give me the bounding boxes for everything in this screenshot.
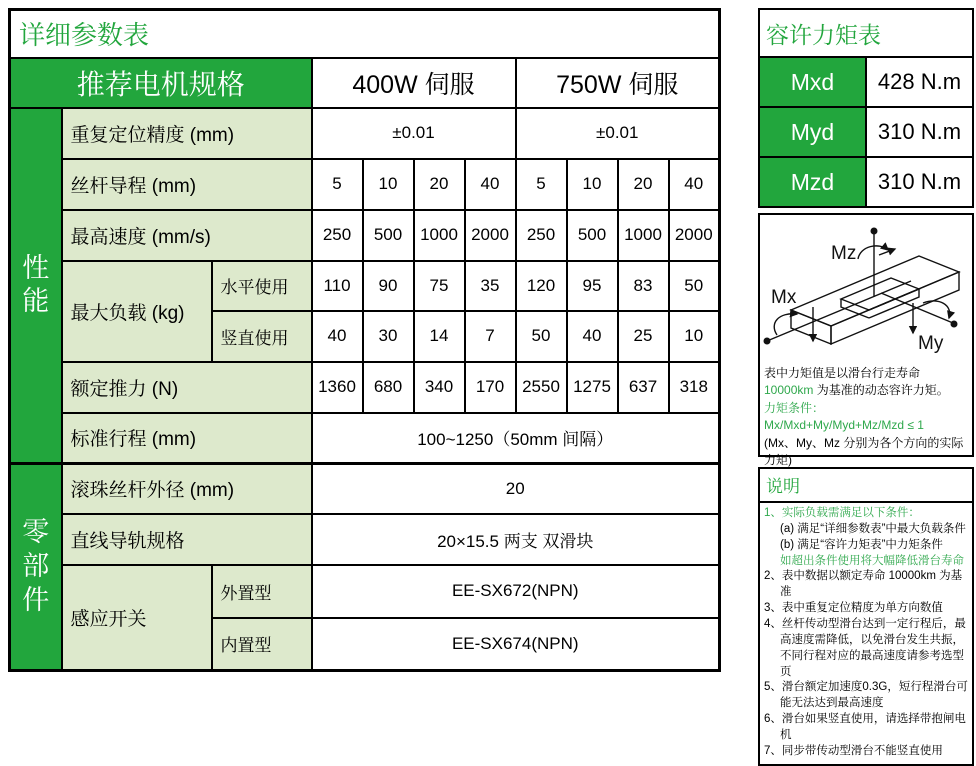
mz-label: Mz — [831, 243, 857, 264]
cell-value: 83 — [618, 261, 669, 311]
torque-condition-formula: Mx/Mxd+My/Myd+Mz/Mzd ≤ 1 — [764, 418, 924, 433]
cell-value: 20 — [618, 159, 669, 210]
cell-value: 2550 — [516, 362, 567, 413]
column-header-400w: 400W 伺服 — [312, 58, 516, 108]
torque-label-myd: Myd — [759, 107, 866, 157]
cell-value: 40 — [669, 159, 720, 210]
notes-list — [760, 503, 972, 764]
cell-value: 20×15.5 两支 双滑块 — [312, 514, 720, 565]
cell-value: 90 — [363, 261, 414, 311]
section-label-components: 零部件 — [10, 464, 62, 671]
cell-value: 95 — [567, 261, 618, 311]
note-item-4: 4、丝杆传动型滑台达到一定行程后，最高速度需降低，以免滑台发生共振，不同行程对应的最高速度请参考选型页 — [764, 618, 966, 678]
allowable-torque-panel — [758, 8, 974, 766]
cell-value: EE-SX672(NPN) — [312, 565, 720, 618]
table-title: 详细参数表 — [10, 10, 720, 58]
note-item-5: 5、滑台额定加速度0.3G，短行程滑台可能无法达到最高速度 — [764, 681, 968, 710]
moment-axes-diagram — [761, 217, 971, 365]
row-label-screw-lead: 丝杆导程 (mm) — [62, 159, 312, 210]
cell-value: 1000 — [618, 210, 669, 261]
row-label-rated-thrust: 额定推力 (N) — [62, 362, 312, 413]
cell-value: 75 — [414, 261, 465, 311]
mz-axis — [858, 228, 895, 298]
torque-table-title: 容许力矩表 — [759, 9, 973, 57]
note-item-1b: (b) 满足“容许力矩表”中力矩条件 — [780, 538, 943, 551]
note-item-2: 2、表中数据以额定寿命 10000km 为基准 — [764, 570, 963, 599]
cell-value: 20 — [312, 464, 720, 514]
torque-note-line1: 表中力矩值是以滑台行走寿命 10000km 为基准的动态容许力矩。 — [764, 366, 949, 398]
row-label-max-speed: 最高速度 (mm/s) — [62, 210, 312, 261]
torque-condition-title: 力矩条件： — [764, 400, 825, 415]
cell-value: 1000 — [414, 210, 465, 261]
cell-value: 5 — [516, 159, 567, 210]
note-item-1-warning: 如超出条件使用将大幅降低滑台寿命 — [780, 554, 964, 567]
cell-value: 120 — [516, 261, 567, 311]
cell-value: EE-SX674(NPN) — [312, 618, 720, 671]
cell-value: 10 — [363, 159, 414, 210]
note-item-3: 3、表中重复定位精度为单方向数值 — [764, 602, 943, 615]
note-item-6: 6、滑台如果竖直使用，请选择带抱闸电机 — [764, 713, 966, 742]
cell-value: 318 — [669, 362, 720, 413]
torque-label-mxd: Mxd — [759, 57, 866, 107]
motor-spec-header: 推荐电机规格 — [10, 58, 312, 108]
row-label-standard-stroke: 标准行程 (mm) — [62, 413, 312, 464]
cell-value: 25 — [618, 311, 669, 362]
note-item-1a: (a) 满足“详细参数表”中最大负载条件 — [780, 522, 966, 535]
row-label-rail-spec: 直线导轨规格 — [62, 514, 312, 565]
cell-value: 20 — [414, 159, 465, 210]
cell-value: 5 — [312, 159, 363, 210]
torque-value-myd: 310 N.m — [866, 107, 973, 157]
cell-value: 500 — [363, 210, 414, 261]
cell-value: 10 — [669, 311, 720, 362]
cell-value: 10 — [567, 159, 618, 210]
cell-value: 7 — [465, 311, 516, 362]
cell-value: 637 — [618, 362, 669, 413]
row-label-sensor-switch: 感应开关 — [62, 565, 212, 671]
cell-value: 250 — [516, 210, 567, 261]
detailed-parameter-panel — [8, 8, 718, 672]
cell-value: 50 — [516, 311, 567, 362]
notes-panel — [758, 467, 974, 766]
slide-rail-drawing — [791, 256, 959, 344]
row-label-repeat-accuracy: 重复定位精度 (mm) — [62, 108, 312, 159]
cell-value: 40 — [465, 159, 516, 210]
row-label-max-load: 最大负载 (kg) — [62, 261, 212, 362]
torque-value-mxd: 428 N.m — [866, 57, 973, 107]
sub-label-horizontal-use: 水平使用 — [212, 261, 312, 311]
my-axis — [881, 293, 958, 333]
cell-value: ±0.01 — [516, 108, 720, 159]
torque-label-mzd: Mzd — [759, 157, 866, 207]
note-item-1: 1、实际负载需满足以下条件： — [764, 507, 920, 519]
sub-label-external-type: 外置型 — [212, 565, 312, 618]
cell-value: 50 — [669, 261, 720, 311]
cell-value: 2000 — [669, 210, 720, 261]
my-label: My — [918, 333, 944, 354]
note-item-7: 7、同步带传动型滑台不能竖直使用 — [764, 744, 943, 757]
sub-label-internal-type: 内置型 — [212, 618, 312, 671]
cell-value: 110 — [312, 261, 363, 311]
cell-value: 1275 — [567, 362, 618, 413]
cell-value: 2000 — [465, 210, 516, 261]
row-label-screw-diameter: 滚珠丝杆外径 (mm) — [62, 464, 312, 514]
notes-title: 说明 — [760, 469, 972, 503]
torque-condition-note: (Mx、My、Mz 分别为各个方向的实际力矩) — [764, 435, 964, 467]
cell-value: 14 — [414, 311, 465, 362]
torque-diagram-box — [758, 213, 974, 467]
cell-value: 30 — [363, 311, 414, 362]
cell-value: 40 — [312, 311, 363, 362]
cell-value: 680 — [363, 362, 414, 413]
cell-value: 1360 — [312, 362, 363, 413]
cell-value: 500 — [567, 210, 618, 261]
torque-note — [760, 365, 972, 471]
cell-value: 170 — [465, 362, 516, 413]
sub-label-vertical-use: 竖直使用 — [212, 311, 312, 362]
torque-table — [758, 8, 974, 208]
cell-value: ±0.01 — [312, 108, 516, 159]
cell-value: 100~1250（50mm 间隔） — [312, 413, 720, 464]
cell-value: 340 — [414, 362, 465, 413]
lifetime-km: 10000km — [764, 383, 814, 398]
column-header-750w: 750W 伺服 — [516, 58, 720, 108]
mx-label: Mx — [771, 287, 797, 308]
parameter-table — [8, 8, 721, 672]
section-label-performance: 性能 — [10, 108, 62, 464]
torque-value-mzd: 310 N.m — [866, 157, 973, 207]
cell-value: 250 — [312, 210, 363, 261]
cell-value: 35 — [465, 261, 516, 311]
cell-value: 40 — [567, 311, 618, 362]
